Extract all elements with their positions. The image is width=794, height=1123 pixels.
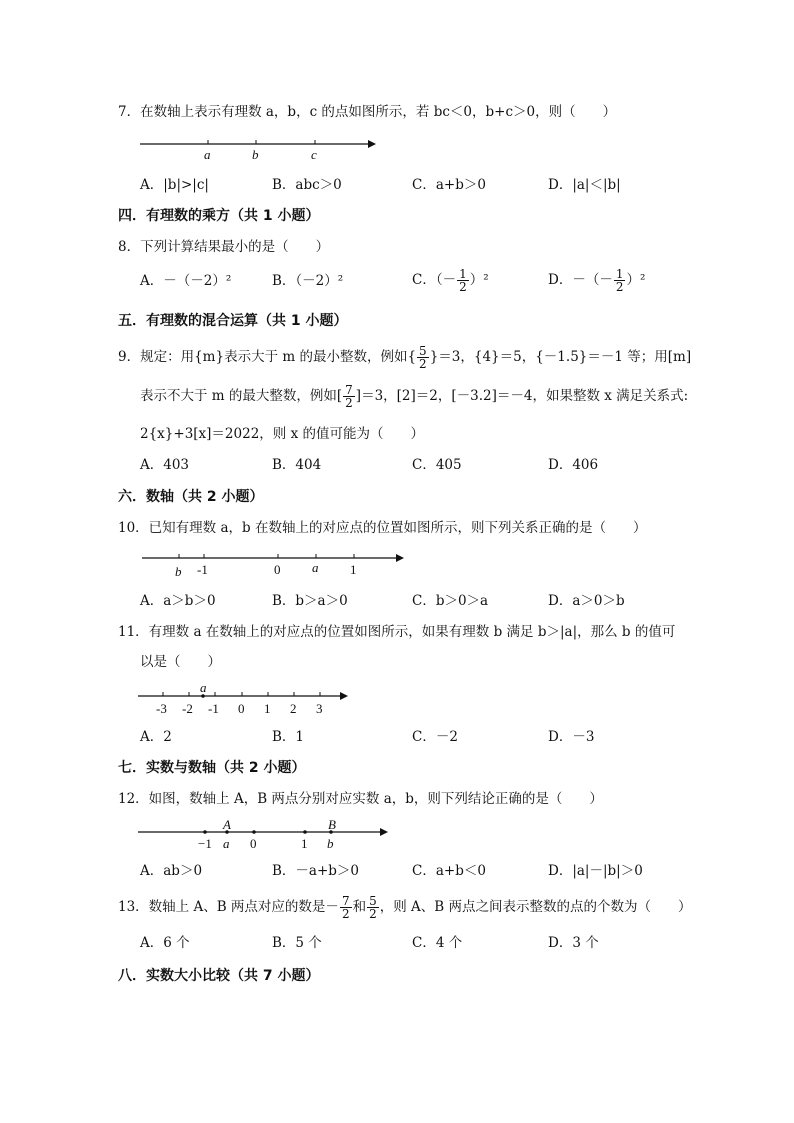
q13-option-b: B．5 个 <box>272 935 322 951</box>
q8-option-c: C．（－ $\frac{1}{2}$ ）² <box>412 267 489 294</box>
section-8-heading: 八．实数大小比较（共 7 小题） <box>118 968 320 984</box>
q12-option-b: B．－a+b＞0 <box>272 863 360 879</box>
fraction: $\frac{5}{2}$ <box>419 344 427 371</box>
fraction: $\frac{5}{2}$ <box>369 894 377 921</box>
number-line-q7 <box>140 134 380 164</box>
axis-label-1: 1 <box>301 836 308 851</box>
question-12-stem: 12．如图，数轴上 A，B 两点分别对应实数 a，b，则下列结论正确的是（ ） <box>118 791 603 807</box>
q9-option-b: B．404 <box>272 457 322 473</box>
question-13-stem: 13．数轴上 A、B 两点对应的数是－ $\frac{7}{2}$ 和 $\frac{5}{2}$ ，则 A、B 两点之间表示整数的点的个数为（ ） <box>118 894 692 921</box>
axis-label-0: 0 <box>250 836 257 851</box>
question-9-line-2: 表示不大于 m 的最大整数，例如[ $\frac{7}{2}$ ]＝3，[2]＝2，[－3.2]＝－4，如果整数 x 满足关系式: <box>140 383 689 410</box>
section-7-heading: 七．实数与数轴（共 2 小题） <box>118 760 306 776</box>
q8-option-b: B．（－2）² <box>272 273 344 289</box>
q7-option-c: C．a+b＞0 <box>412 177 486 193</box>
q12-option-d: D．|a|－|b|＞0 <box>548 863 643 879</box>
q9-option-d: D．406 <box>548 457 599 473</box>
axis-label-a: a <box>200 680 207 695</box>
axis-label-b: b <box>175 564 182 579</box>
axis-tick-label: 3 <box>316 701 323 716</box>
q13-option-c: C．4 个 <box>412 935 463 951</box>
q9-option-a: A．403 <box>140 457 190 473</box>
question-11-line-1: 11．有理数 a 在数轴上的对应点的位置如图所示，如果有理数 b 满足 b＞|a|，那么 b 的值可 <box>118 624 676 640</box>
point-label-b-upper: B <box>328 817 336 832</box>
q10-option-d: D．a＞0＞b <box>548 593 625 609</box>
axis-label-1: 1 <box>350 562 357 577</box>
question-7-stem: 7．在数轴上表示有理数 a，b，c 的点如图所示，若 bc＜0，b+c＞0，则（ ） <box>118 104 617 120</box>
axis-tick-label: 0 <box>238 701 245 716</box>
fraction: $\frac{1}{2}$ <box>615 267 624 294</box>
axis-label-minus-1: −1 <box>198 836 212 851</box>
q10-option-c: C．b＞0＞a <box>412 593 489 609</box>
axis-label-a: a <box>223 836 230 851</box>
axis-tick-label: 1 <box>264 701 271 716</box>
axis-label-a: a <box>204 147 211 162</box>
q9-option-c: C．405 <box>412 457 462 473</box>
number-line-q12 <box>138 818 398 852</box>
question-9-line-3: 2{x}+3[x]＝2022，则 x 的值可能为（ ） <box>140 426 424 442</box>
section-4-heading: 四．有理数的乘方（共 1 小题） <box>118 208 320 224</box>
question-10-stem: 10．已知有理数 a，b 在数轴上的对应点的位置如图所示，则下列关系正确的是（ ） <box>118 520 647 536</box>
axis-tick-label: -1 <box>208 701 219 716</box>
q10-option-a: A．a＞b＞0 <box>140 593 216 609</box>
point-label-a-upper: A <box>223 817 231 832</box>
fraction: $\frac{7}{2}$ <box>345 383 353 410</box>
q7-option-b: B．abc＞0 <box>272 177 342 193</box>
section-6-heading: 六．数轴（共 2 小题） <box>118 489 264 505</box>
axis-label-b: b <box>252 147 259 162</box>
q7-option-d: D．|a|＜|b| <box>548 177 621 193</box>
q8-option-d: D．－（－ $\frac{1}{2}$ ）² <box>548 267 646 294</box>
fraction: $\frac{1}{2}$ <box>459 267 467 294</box>
fraction: $\frac{7}{2}$ <box>341 894 350 921</box>
axis-label-a: a <box>312 560 319 575</box>
q11-option-d: D．－3 <box>548 729 595 745</box>
number-line-q10 <box>142 550 412 580</box>
number-line-q11 <box>138 682 358 718</box>
question-11-line-2: 以是（ ） <box>140 654 221 670</box>
q12-option-c: C．a+b＜0 <box>412 863 486 879</box>
question-9-line-1: 9．规定：用{m}表示大于 m 的最小整数，例如{ $\frac{5}{2}$ }＝3，{4}＝5，{－1.5}＝－1 等；用[m] <box>118 344 692 371</box>
axis-label-b: b <box>327 836 334 851</box>
axis-label-minus-1: -1 <box>197 562 208 577</box>
q12-option-a: A．ab＞0 <box>140 863 203 879</box>
axis-tick-label: 2 <box>290 701 297 716</box>
axis-label-c: c <box>311 147 317 162</box>
q8-option-a: A．－（－2）² <box>140 273 232 289</box>
axis-tick-label: -3 <box>156 701 167 716</box>
q11-option-b: B．1 <box>272 729 305 745</box>
axis-label-0: 0 <box>274 562 281 577</box>
q11-option-c: C．－2 <box>412 729 458 745</box>
section-5-heading: 五．有理数的混合运算（共 1 小题） <box>118 313 348 329</box>
q10-option-b: B．b＞a＞0 <box>272 593 348 609</box>
q13-option-d: D．3 个 <box>548 935 599 951</box>
question-8-stem: 8．下列计算结果最小的是（ ） <box>118 239 330 255</box>
axis-tick-label: -2 <box>182 701 193 716</box>
q7-option-a: A．|b|>|c| <box>140 177 209 193</box>
q11-option-a: A．2 <box>140 729 172 745</box>
q13-option-a: A．6 个 <box>140 935 190 951</box>
